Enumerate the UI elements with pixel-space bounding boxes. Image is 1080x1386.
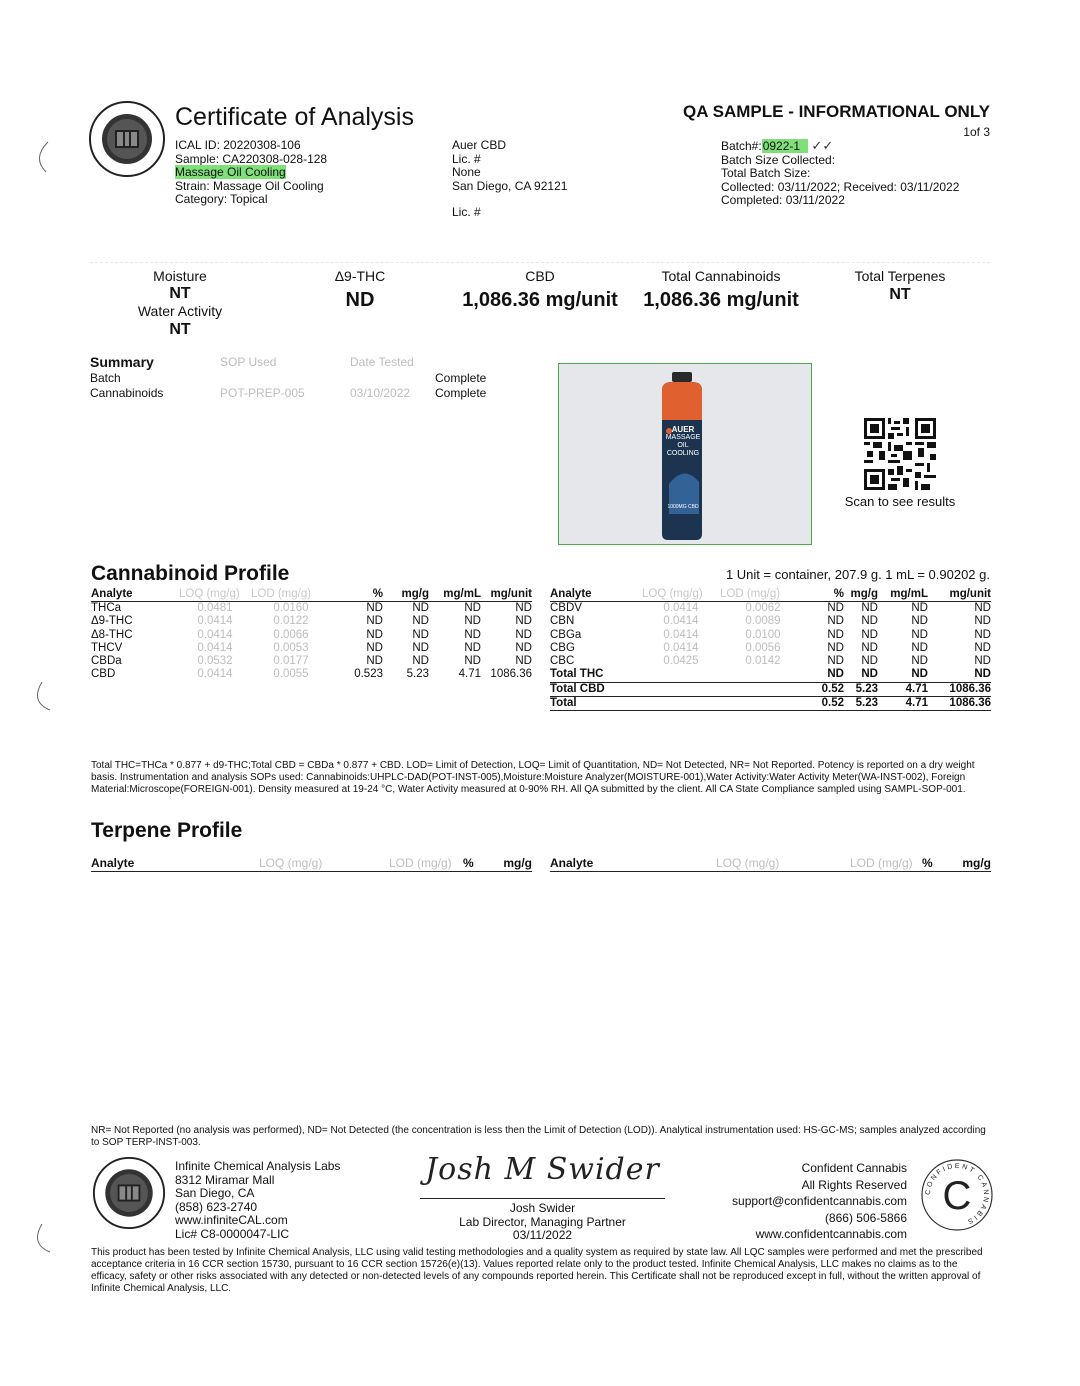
moisture-value: NT bbox=[169, 285, 191, 302]
mgml-value: 4.71 bbox=[458, 668, 481, 681]
mgg-value: ND bbox=[861, 628, 878, 641]
mgml-value: ND bbox=[911, 602, 928, 614]
lod-value: 0.0177 bbox=[273, 655, 309, 668]
col-mgml: mg/mL bbox=[878, 588, 928, 602]
total-name: Total CBD bbox=[550, 682, 642, 696]
mgml-value: ND bbox=[464, 628, 481, 641]
lod-value: 0.0160 bbox=[273, 602, 309, 614]
terp-col-analyte: Analyte bbox=[91, 856, 135, 870]
bottle-line3: COOLING bbox=[666, 450, 700, 457]
bottle-line1: MASSAGE bbox=[665, 434, 701, 441]
lod-value: 0.0056 bbox=[745, 641, 781, 654]
client-lic-label-2: Lic. # bbox=[452, 205, 481, 219]
strain: Strain: Massage Oil Cooling bbox=[175, 178, 324, 193]
water-activity-value: NT bbox=[169, 321, 191, 338]
sample-id: Sample: CA220308-028-128 bbox=[175, 151, 328, 166]
mgg-value: ND bbox=[861, 602, 878, 614]
col-analyte: Analyte bbox=[91, 588, 179, 602]
total-name: Total bbox=[550, 697, 642, 711]
lab-name: Infinite Chemical Analysis Labs bbox=[175, 1159, 341, 1173]
handwritten-check: ✓✓ bbox=[811, 138, 834, 153]
mgg-value: ND bbox=[412, 628, 429, 641]
sign-date: 03/11/2022 bbox=[512, 1228, 573, 1242]
summary-row-status: Complete bbox=[435, 371, 487, 385]
qa-banner: QA SAMPLE - INFORMATIONAL ONLY bbox=[683, 102, 990, 121]
mgunit-value: ND bbox=[515, 641, 532, 654]
loq-value: 0.0425 bbox=[663, 655, 699, 668]
total-mgg: ND bbox=[844, 668, 878, 682]
pct-value: ND bbox=[366, 602, 383, 614]
col-loq: LOQ (mg/g) bbox=[642, 588, 720, 602]
terpene-header-left bbox=[91, 856, 532, 872]
mgml-value: ND bbox=[464, 655, 481, 668]
signature: Josh M Swider bbox=[425, 1152, 660, 1187]
total-mgunit: 1086.36 bbox=[928, 697, 991, 711]
loq-value: 0.0414 bbox=[197, 628, 233, 641]
loq-value: 0.0414 bbox=[663, 615, 699, 628]
metric-total-terpenes bbox=[840, 268, 960, 305]
mgunit-value: 1086.36 bbox=[490, 668, 532, 681]
mgunit-value: ND bbox=[515, 615, 532, 628]
analyte-name: Δ8-THC bbox=[91, 628, 133, 641]
mgg-value: ND bbox=[412, 655, 429, 668]
lod-value: 0.0122 bbox=[273, 615, 309, 628]
metric-cbd bbox=[455, 268, 625, 315]
lod-value: 0.0062 bbox=[745, 602, 781, 614]
mgml-value: ND bbox=[911, 615, 928, 628]
loq-value: 0.0414 bbox=[663, 628, 699, 641]
terp-col-pct: % bbox=[922, 856, 933, 870]
analyte-name: THCa bbox=[91, 602, 122, 614]
terpene-header-right bbox=[550, 856, 991, 872]
d9thc-value: ND bbox=[345, 289, 375, 311]
table-row bbox=[91, 615, 532, 628]
mgg-value: ND bbox=[412, 602, 429, 614]
terpene-section-title: Terpene Profile bbox=[91, 819, 243, 842]
total-cannabinoids-value: 1,086.36 mg/unit bbox=[643, 289, 799, 311]
mgg-value: ND bbox=[412, 641, 429, 654]
lod-value: 0.0066 bbox=[273, 628, 309, 641]
cannabinoid-section-title: Cannabinoid Profile bbox=[91, 562, 290, 585]
lab-phone: (858) 623-2740 bbox=[175, 1199, 258, 1214]
table-row bbox=[550, 602, 991, 616]
bottle-dose: 1000MG CBD bbox=[667, 504, 699, 510]
client-lic-label: Lic. # bbox=[452, 151, 481, 166]
total-pct: 0.52 bbox=[806, 697, 844, 711]
client-lic-value: None bbox=[452, 165, 481, 179]
qr-code-icon[interactable] bbox=[864, 418, 936, 490]
lab-address-1: 8312 Miramar Mall bbox=[175, 1172, 275, 1187]
client-name: Auer CBD bbox=[452, 138, 507, 152]
table-row bbox=[550, 615, 991, 628]
total-row bbox=[550, 697, 991, 711]
total-pct: ND bbox=[806, 668, 844, 682]
pct-value: ND bbox=[827, 655, 844, 668]
completed-date: Completed: 03/11/2022 bbox=[721, 193, 845, 207]
summary-row-date: 03/10/2022 bbox=[350, 385, 411, 400]
mgg-value: ND bbox=[861, 641, 878, 654]
cc-seal-text: CONFIDENT CANNABIS bbox=[924, 1162, 990, 1226]
mgml-value: ND bbox=[911, 641, 928, 654]
bottle-brand: AUER bbox=[671, 425, 695, 434]
pct-value: ND bbox=[827, 615, 844, 628]
table-row bbox=[91, 629, 532, 642]
terp-col-loq: LOQ (mg/g) bbox=[259, 856, 323, 870]
analyte-name: CBC bbox=[550, 655, 575, 668]
collected-received: Collected: 03/11/2022; Received: 03/11/2022 bbox=[721, 179, 960, 194]
mgunit-value: ND bbox=[974, 641, 991, 654]
total-pct: 0.52 bbox=[806, 682, 844, 696]
lod-value: 0.0055 bbox=[273, 668, 309, 681]
col-mgg: mg/g bbox=[844, 588, 878, 602]
loq-value: 0.0414 bbox=[197, 668, 233, 681]
loq-value: 0.0414 bbox=[663, 641, 699, 654]
page-number: 1of 3 bbox=[963, 125, 990, 139]
disclaimer: This product has been tested by Infinite Chemical Analysis, LLC using valid testing methodologies and a quality system as required by state law. All LQC samples were performed and met the prescribed acceptance criteria in 16 CCR section 15730, pursuant to 16 CCR section 15726(e)(13). Values reported relate only to the product tested. Infinite Chemical Analysis, LLC makes no claims as to the efficacy, safety or other risks associated with any detected or non-detected levels of any compounds reported herein. This Certificate shall not be reproduced except in full, without the written approval of Infinite Chemical Analysis, LLC. bbox=[91, 1247, 983, 1294]
table-row bbox=[550, 629, 991, 642]
analyte-name: CBGa bbox=[550, 628, 582, 641]
terp-col-lod: LOD (mg/g) bbox=[850, 856, 913, 870]
summary-row-sop bbox=[220, 371, 350, 386]
mgg-value: ND bbox=[861, 615, 878, 628]
mgg-value: ND bbox=[861, 655, 878, 668]
analyte-name: CBG bbox=[550, 641, 575, 654]
pct-value: ND bbox=[827, 628, 844, 641]
pct-value: ND bbox=[366, 615, 383, 628]
summary-row-date bbox=[350, 371, 430, 386]
mgml-value: ND bbox=[911, 655, 928, 668]
ical-footer-logo bbox=[92, 1156, 166, 1230]
total-mgg: 5.23 bbox=[844, 682, 878, 696]
confident-cannabis-seal bbox=[920, 1158, 994, 1232]
total-terpenes-value: NT bbox=[889, 286, 911, 303]
mgml-value: ND bbox=[464, 615, 481, 628]
batch-number: 0922-1 bbox=[762, 139, 808, 153]
col-pct: % bbox=[331, 588, 383, 602]
ical-id: ICAL ID: 20220308-106 bbox=[175, 138, 301, 152]
pct-value: ND bbox=[827, 602, 844, 614]
summary-table bbox=[90, 354, 510, 400]
summary-title: Summary bbox=[90, 354, 154, 370]
total-row bbox=[550, 682, 991, 696]
mgunit-value: ND bbox=[515, 602, 532, 614]
metric-moisture bbox=[110, 268, 250, 340]
total-mgml: ND bbox=[878, 668, 928, 682]
bottle-line2: OIL bbox=[677, 442, 689, 449]
page-title: Certificate of Analysis bbox=[175, 103, 414, 131]
lab-license: Lic# C8-0000047-LIC bbox=[175, 1226, 290, 1241]
total-mgunit: 1086.36 bbox=[928, 682, 991, 696]
mgg-value: 5.23 bbox=[406, 668, 429, 681]
lab-website: www.infiniteCAL.com bbox=[175, 1213, 288, 1227]
product-photo bbox=[558, 363, 812, 545]
terp-col-lod: LOD (mg/g) bbox=[389, 856, 452, 870]
mgunit-value: ND bbox=[974, 628, 991, 641]
ical-logo bbox=[88, 100, 166, 178]
analyte-name: CBDa bbox=[91, 655, 122, 668]
pct-value: ND bbox=[366, 655, 383, 668]
col-lod: LOD (mg/g) bbox=[251, 588, 331, 602]
table-row bbox=[91, 642, 532, 655]
client-city: San Diego, CA 92121 bbox=[452, 178, 568, 193]
total-cannabinoids-label: Total Cannabinoids bbox=[661, 268, 781, 284]
mgml-value: ND bbox=[464, 602, 481, 614]
lab-address-2: San Diego, CA bbox=[175, 1186, 255, 1200]
cc-seal-letter: C bbox=[942, 1174, 972, 1218]
pct-value: ND bbox=[366, 628, 383, 641]
loq-value: 0.0481 bbox=[197, 602, 233, 614]
analyte-name: THCV bbox=[91, 641, 123, 654]
total-mgml: 4.71 bbox=[878, 682, 928, 696]
terp-col-mgg: mg/g bbox=[962, 856, 991, 870]
table-row bbox=[91, 655, 532, 668]
unit-note: 1 Unit = container, 207.9 g. 1 mL = 0.90202 g. bbox=[725, 567, 990, 582]
total-batch-size: Total Batch Size: bbox=[721, 166, 811, 180]
lod-value: 0.0142 bbox=[745, 655, 781, 668]
batch-size: Batch Size Collected: bbox=[721, 152, 836, 167]
water-activity-label: Water Activity bbox=[137, 303, 223, 319]
terp-col-loq: LOQ (mg/g) bbox=[716, 856, 780, 870]
cc-email: support@confidentcannabis.com bbox=[732, 1194, 907, 1208]
terp-col-mgg: mg/g bbox=[503, 856, 532, 870]
metric-d9thc bbox=[300, 268, 420, 315]
total-terpenes-label: Total Terpenes bbox=[854, 268, 946, 284]
signer-title: Lab Director, Managing Partner bbox=[459, 1214, 626, 1229]
summary-row bbox=[90, 386, 510, 401]
col-analyte: Analyte bbox=[550, 588, 642, 602]
col-mgunit: mg/unit bbox=[928, 588, 991, 602]
total-name: Total THC bbox=[550, 668, 642, 682]
terp-col-pct: % bbox=[463, 856, 474, 870]
loq-value: 0.0414 bbox=[197, 641, 233, 654]
d9thc-label: Δ9-THC bbox=[334, 268, 386, 284]
metric-total-cannabinoids bbox=[635, 268, 807, 315]
qr-caption: Scan to see results bbox=[844, 494, 956, 509]
cannabinoid-notes: Total THC=THCa * 0.877 + d9-THC;Total CBD = CBDa * 0.877 + CBD. LOD= Limit of Detection, LOQ= Limit of Quantitation, ND= Not Detected, NR= Not Reported. Potency is reported on a dry weight basis. Instrumentation and analysis SOPs used: Cannabinoids:UHPLC-DAD(POT-INST-005),Moisture:Moisture Analyzer(MOISTURE-001),Water Activity:Water Activity Meter(WA-INST-002), Foreign Material:Microscope(FOREIGN-001). Density measured at 19-24 °C, Water Activity measured at 0-90% RH. All QA submitted by the client. All CA State Compliance sampled using SAMPL-SOP-001. bbox=[91, 760, 975, 795]
table-row bbox=[550, 655, 991, 668]
total-mgml: 4.71 bbox=[878, 697, 928, 711]
summary-col-sop: SOP Used bbox=[220, 355, 277, 370]
loq-value: 0.0414 bbox=[663, 602, 699, 614]
summary-row-status: Complete bbox=[435, 385, 487, 400]
cbd-label: CBD bbox=[525, 268, 555, 284]
cc-rights: All Rights Reserved bbox=[801, 1177, 907, 1192]
pct-value: ND bbox=[827, 641, 844, 654]
punch-mark-middle bbox=[22, 680, 62, 720]
mgunit-value: ND bbox=[515, 655, 532, 668]
summary-row-name: Batch bbox=[90, 371, 121, 385]
analyte-name: CBN bbox=[550, 615, 575, 628]
summary-col-date: Date Tested bbox=[350, 355, 414, 370]
total-mgunit: ND bbox=[928, 668, 991, 682]
punch-mark-top bbox=[22, 138, 62, 178]
col-mgunit: mg/unit bbox=[481, 588, 532, 602]
col-pct: % bbox=[806, 588, 844, 602]
summary-row-name: Cannabinoids bbox=[90, 385, 164, 400]
category: Category: Topical bbox=[175, 192, 268, 206]
table-row bbox=[91, 602, 532, 616]
table-row bbox=[91, 668, 532, 681]
mgunit-value: ND bbox=[974, 615, 991, 628]
moisture-label: Moisture bbox=[153, 268, 207, 284]
signature-area bbox=[420, 1150, 665, 1199]
mgml-value: ND bbox=[911, 628, 928, 641]
signer-name: Josh Swider bbox=[509, 1201, 576, 1215]
terpene-notes: NR= Not Reported (no analysis was performed), ND= Not Detected (the concentration is less then the Limit of Detection (LOD)). Analytical instrumentation used: HS-GC-MS; samples analyzed according to SOP TERP-INST-003. bbox=[91, 1125, 986, 1148]
cc-website: www.confidentcannabis.com bbox=[755, 1227, 907, 1241]
analyte-name: Δ9-THC bbox=[91, 615, 133, 628]
col-lod: LOD (mg/g) bbox=[720, 588, 806, 602]
cannabinoid-table-left bbox=[91, 588, 532, 682]
col-loq: LOQ (mg/g) bbox=[179, 588, 251, 602]
cannabinoid-table-right bbox=[550, 588, 991, 711]
analyte-name: CBD bbox=[91, 668, 116, 681]
cc-name: Confident Cannabis bbox=[801, 1161, 907, 1175]
analyte-name: CBDV bbox=[550, 602, 582, 614]
mgunit-value: ND bbox=[974, 602, 991, 614]
terp-col-analyte: Analyte bbox=[550, 856, 594, 870]
punch-mark-bottom bbox=[22, 1222, 62, 1262]
summary-row bbox=[90, 371, 510, 386]
lod-value: 0.0053 bbox=[273, 641, 309, 654]
pct-value: 0.523 bbox=[354, 668, 383, 681]
col-mgml: mg/mL bbox=[429, 588, 481, 602]
product-name: Massage Oil Cooling bbox=[175, 165, 286, 179]
mgml-value: ND bbox=[464, 641, 481, 654]
total-mgg: 5.23 bbox=[844, 697, 878, 711]
batch-label: Batch#: bbox=[721, 139, 762, 153]
pct-value: ND bbox=[366, 641, 383, 654]
lod-value: 0.0089 bbox=[745, 615, 781, 628]
mgunit-value: ND bbox=[974, 655, 991, 668]
header-divider bbox=[90, 262, 990, 263]
mgunit-value: ND bbox=[515, 628, 532, 641]
lod-value: 0.0100 bbox=[745, 628, 781, 641]
cc-phone: (866) 506-5866 bbox=[824, 1210, 907, 1225]
loq-value: 0.0414 bbox=[197, 615, 233, 628]
col-mgg: mg/g bbox=[383, 588, 429, 602]
table-row bbox=[550, 642, 991, 655]
summary-row-sop: POT-PREP-005 bbox=[220, 385, 305, 400]
mgg-value: ND bbox=[412, 615, 429, 628]
loq-value: 0.0532 bbox=[197, 655, 233, 668]
total-row bbox=[550, 668, 991, 682]
cbd-value: 1,086.36 mg/unit bbox=[462, 289, 618, 311]
